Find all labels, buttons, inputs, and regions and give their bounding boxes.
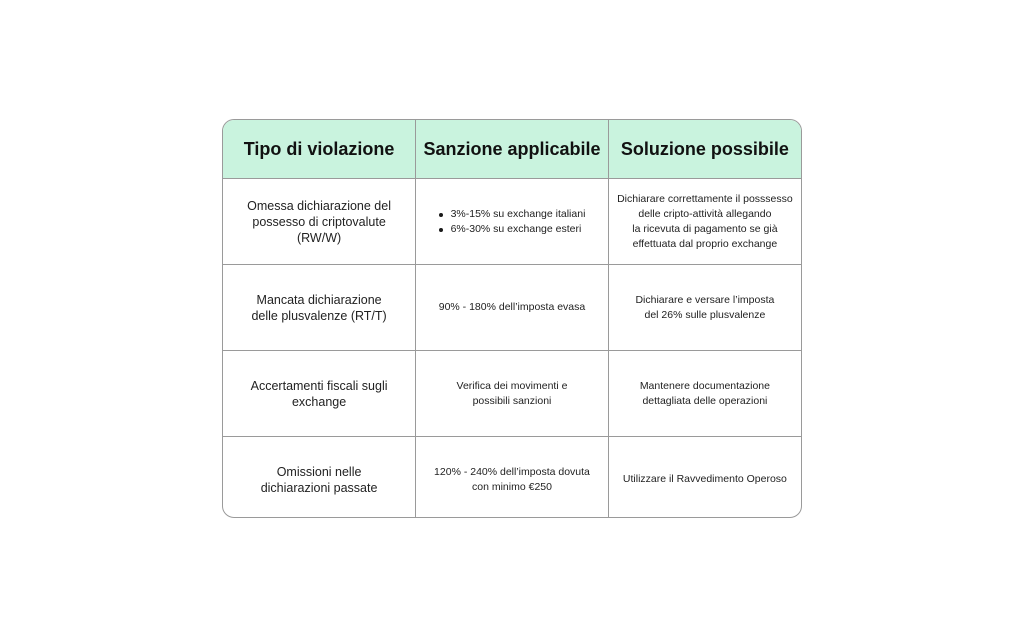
violation-text: Mancata dichiarazione delle plusvalenze (RT/T) [251,292,387,323]
sanction-text: Verifica dei movimenti e possibili sanzioni [456,379,568,407]
solution-text: Dichiarare correttamente il posssesso delle cripto-attività allegando la ricevuta di pagamento se già effettuata dal proprio exchange [617,192,793,250]
header-possible-solution: Soluzione possibile [608,120,801,179]
table-row [223,179,801,265]
violations-table-container [222,119,802,518]
table-row [223,437,801,519]
violation-text: Omissioni nelle dichiarazioni passate [260,464,378,495]
list-item [439,222,586,237]
violation-text: Accertamenti fiscali sugli exchange [250,378,388,409]
violations-table [223,120,801,518]
violation-cell [223,351,416,437]
table-header-row [223,120,801,179]
sanction-cell [416,351,609,437]
sanction-text: 90% - 180% dell’imposta evasa [438,301,586,313]
bullet-icon [439,228,443,232]
solution-cell [608,351,801,437]
sanction-bullet-list [439,207,586,237]
table-row [223,351,801,437]
solution-cell [608,437,801,519]
solution-text: Mantenere documentazione dettagliata delle operazioni [639,379,770,407]
list-item [439,207,586,222]
violation-cell [223,265,416,351]
sanction-bullet-text: 3%-15% su exchange italiani [450,207,586,220]
violation-cell [223,179,416,265]
sanction-text: 120% - 240% dell’imposta dovuta con minimo €250 [434,465,590,493]
bullet-icon [439,213,443,217]
violation-text: Omessa dichiarazione del possesso di criptovalute (RW/W) [247,198,391,245]
solution-text: Utilizzare il Ravvedimento Operoso [622,473,787,485]
sanction-cell [416,437,609,519]
violation-cell [223,437,416,519]
header-applicable-sanction: Sanzione applicabile [416,120,609,179]
sanction-cell [416,265,609,351]
sanction-bullet-text: 6%-30% su exchange esteri [450,222,582,235]
solution-text: Dichiarare e versare l’imposta del 26% sulle plusvalenze [635,293,775,321]
sanction-cell [416,179,609,265]
table-row [223,265,801,351]
solution-cell [608,265,801,351]
header-violation-type: Tipo di violazione [223,120,416,179]
solution-cell [608,179,801,265]
